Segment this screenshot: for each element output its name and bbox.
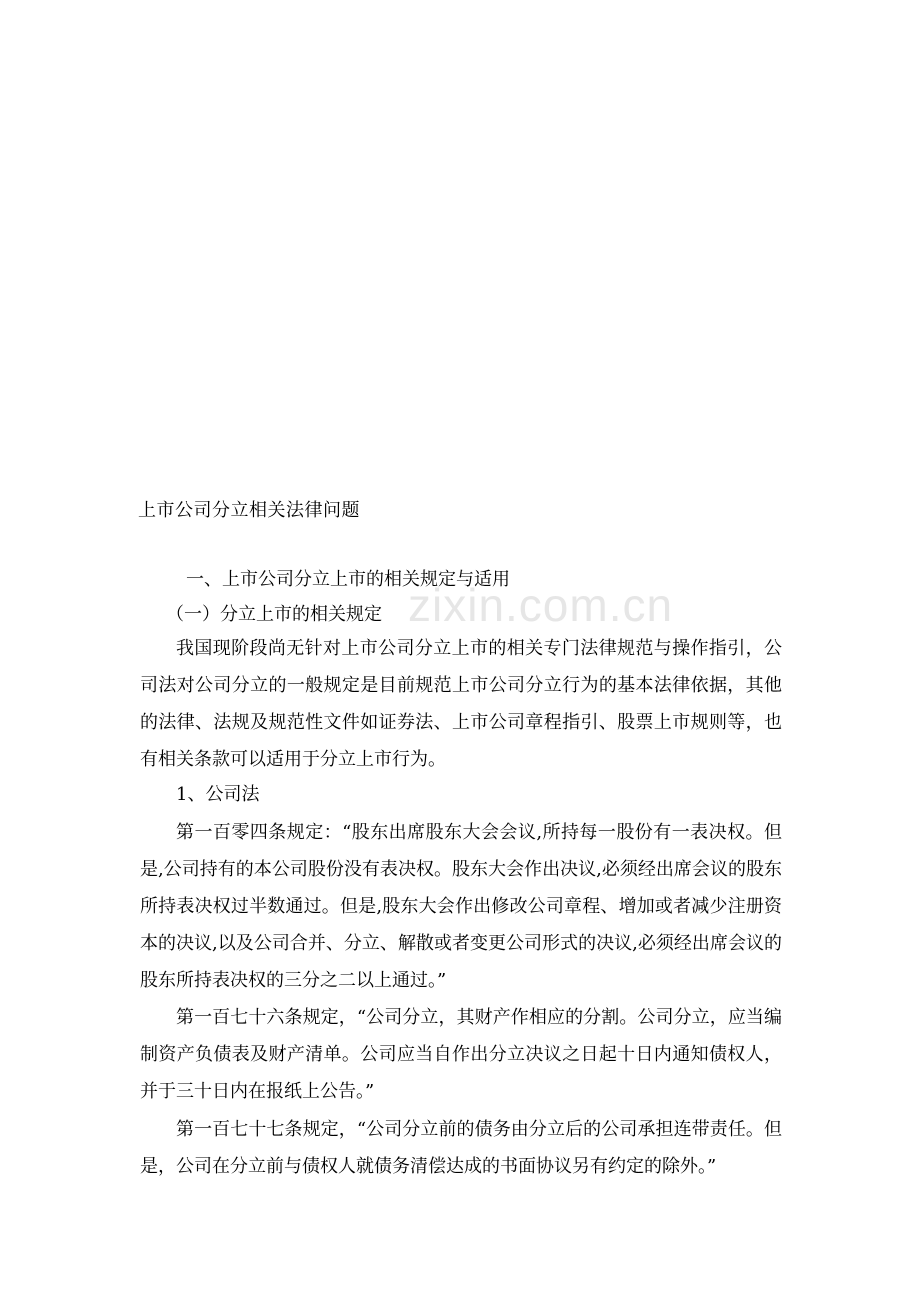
- paragraph-intro-block: [140, 630, 782, 778]
- document-title: 上市公司分立相关法律问题: [138, 500, 360, 521]
- subsection-heading: （一）分立上市的相关规定: [166, 604, 382, 625]
- paragraph-177-block: [140, 1111, 782, 1185]
- paragraph-intro: 我国现阶段尚无针对上市公司分立上市的相关专门法律规范与操作指引，公司法对公司分立的一般规定是目前规范上市公司分立行为的基本法律依据，其他的法律、法规及规范性文件如证券法、上市公司章程指引、股票上市规则等，也有相关条款可以适用于分立上市行为。: [140, 638, 782, 770]
- item-heading: 1、公司法: [176, 784, 260, 805]
- paragraph-article-177: 第一百七十七条规定，“公司分立前的债务由分立后的公司承担连带责任。但是，公司在分立前与债权人就债务清偿达成的书面协议另有约定的除外。”: [140, 1119, 782, 1177]
- paragraph-176-block: [140, 999, 782, 1110]
- paragraph-article-176: 第一百七十六条规定，“公司分立，其财产作相应的分割。公司分立，应当编制资产负债表及财产清单。公司应当自作出分立决议之日起十日内通知债权人，并于三十日内在报纸上公告。”: [140, 1007, 782, 1102]
- paragraph-104-block: [140, 814, 782, 999]
- paragraph-article-104: 第一百零四条规定：“股东出席股东大会会议,所持每一股份有一表决权。但是,公司持有的本公司股份没有表决权。股东大会作出决议,必须经出席会议的股东所持表决权过半数通过。但是,股东大会作出修改公司章程、增加或者减少注册资本的决议,以及公司合并、分立、解散或者变更公司形式的决议,必须经出席会议的股东所持表决权的三分之二以上通过。”: [140, 822, 782, 991]
- section-heading: 一、上市公司分立上市的相关规定与适用: [186, 569, 510, 590]
- watermark: zixin.com.cn: [408, 579, 674, 631]
